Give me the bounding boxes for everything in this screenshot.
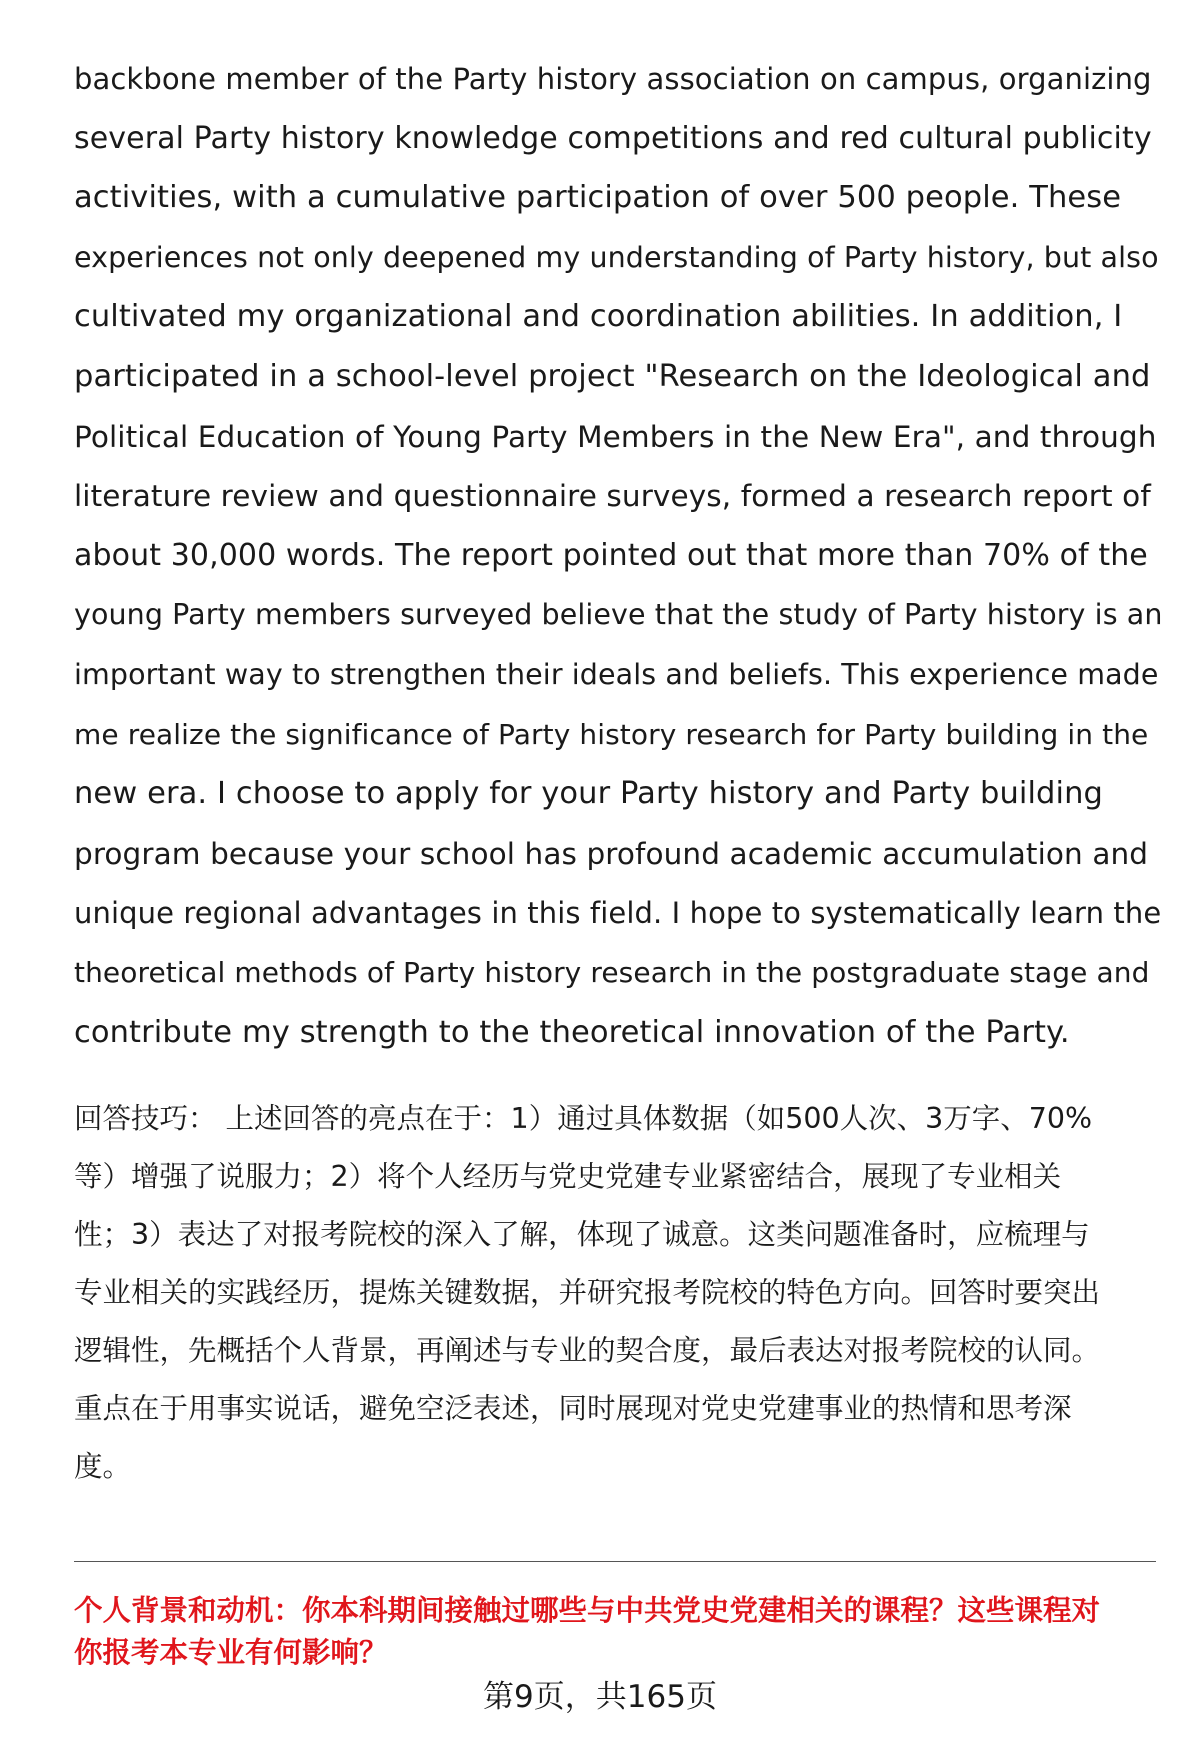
paragraph-line: cultivated my organizational and coordination abilities. In addition, I	[74, 299, 1123, 335]
paragraph-line: me realize the significance of Party history research for Party building in the	[74, 717, 1149, 751]
paragraph-line: young Party members surveyed believe that the study of Party history is an	[74, 598, 1163, 632]
answer-tips	[74, 1097, 1164, 1503]
paragraph-line: Political Education of Young Party Members in the New Era", and through	[74, 419, 1157, 454]
tips-line: 逻辑性，先概括个人背景，再阐述与专业的契合度，最后表达对报考院校的认同。	[74, 1334, 1101, 1367]
page-number: 第9页，共165页	[483, 1679, 717, 1715]
paragraph-line: backbone member of the Party history association on campus, organizing	[74, 62, 1152, 96]
section-divider	[74, 1561, 1156, 1562]
paragraph-line: several Party history knowledge competitions and red cultural publicity	[74, 120, 1152, 156]
tips-line: 性；3）表达了对报考院校的深入了解，体现了诚意。这类问题准备时，应梳理与	[74, 1218, 1090, 1251]
question-heading	[74, 1590, 1164, 1674]
paragraph-line: new era. I choose to apply for your Party history and Party building	[74, 776, 1103, 812]
paragraph-line: experiences not only deepened my understanding of Party history, but also	[74, 240, 1159, 274]
paragraph-line: unique regional advantages in this field. I hope to systematically learn the	[74, 896, 1162, 931]
paragraph-line: theoretical methods of Party history research in the postgraduate stage and	[74, 955, 1150, 989]
paragraph-line: participated in a school-level project "Research on the Ideological and	[74, 358, 1151, 394]
paragraph-line: activities, with a cumulative participation of over 500 people. These	[74, 180, 1122, 216]
paragraph-line: contribute my strength to the theoretical innovation of the Party.	[74, 1014, 1070, 1050]
question-line: 你报考本专业有何影响？	[74, 1636, 388, 1669]
tips-line: 回答技巧： 上述回答的亮点在于：1）通过具体数据（如500人次、3万字、70%	[74, 1102, 1093, 1135]
paragraph-line: literature review and questionnaire surveys, formed a research report of	[74, 479, 1151, 514]
tips-line: 专业相关的实践经历，提炼关键数据，并研究报考院校的特色方向。回答时要突出	[74, 1276, 1101, 1309]
question-line: 个人背景和动机：你本科期间接触过哪些与中共党史党建相关的课程？这些课程对	[74, 1594, 1101, 1627]
paragraph-line: important way to strengthen their ideals and beliefs. This experience made	[74, 657, 1159, 691]
paragraph-line: program because your school has profound academic accumulation and	[74, 836, 1149, 871]
tips-line: 重点在于用事实说话，避免空泛表述，同时展现对党史党建事业的热情和思考深	[74, 1392, 1072, 1425]
tips-line: 等）增强了说服力；2）将个人经历与党史党建专业紧密结合，展现了专业相关	[74, 1160, 1062, 1193]
answer-paragraph	[74, 56, 1164, 1069]
paragraph-line: about 30,000 words. The report pointed out that more than 70% of the	[74, 537, 1148, 573]
tips-line: 度。	[74, 1450, 132, 1483]
